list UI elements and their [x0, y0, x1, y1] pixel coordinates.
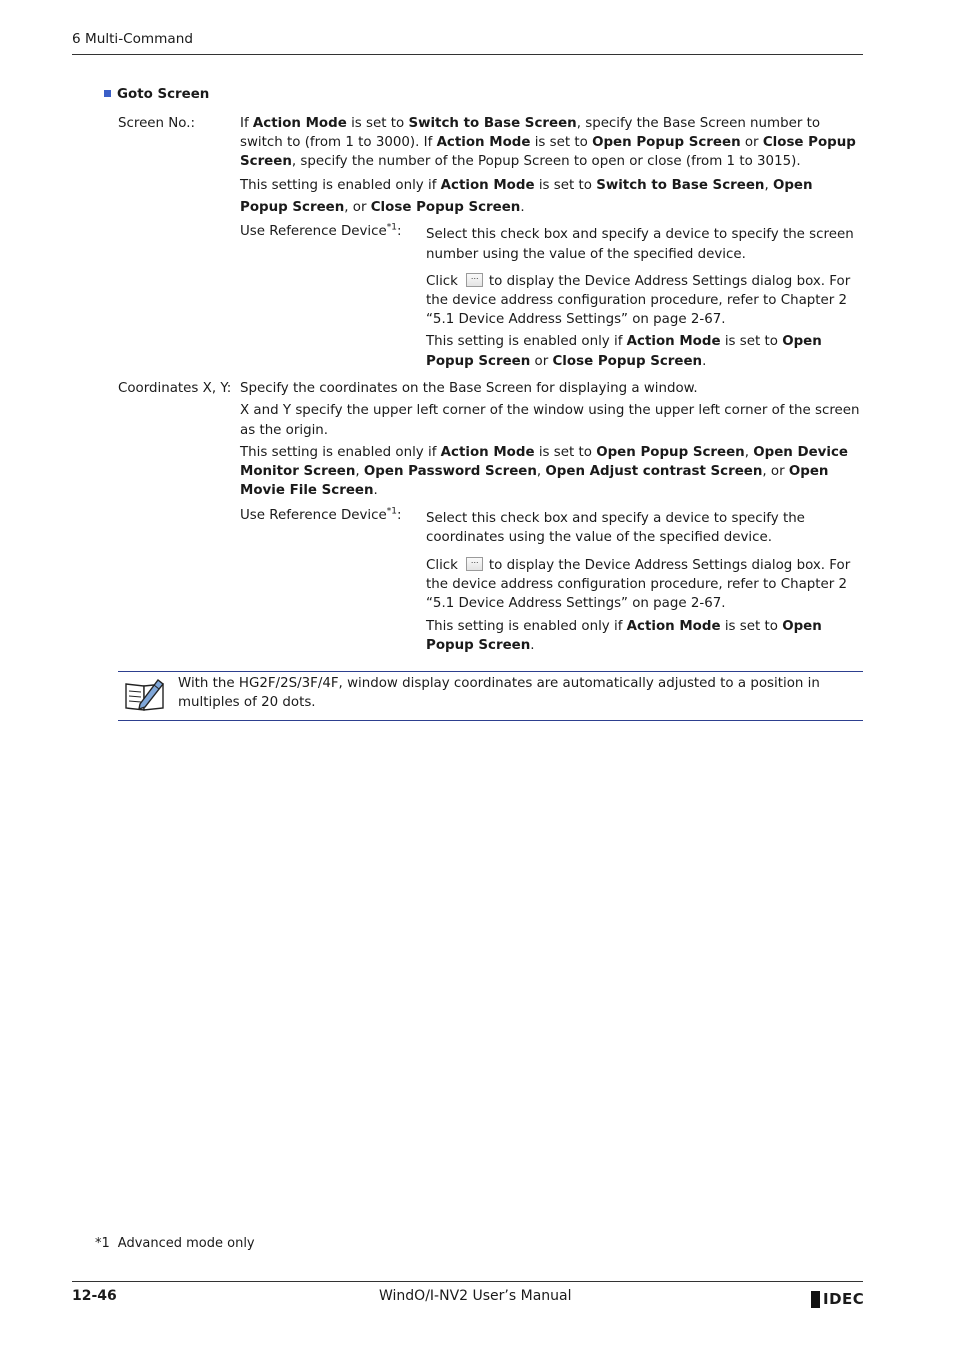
running-header: 6 Multi-Command: [72, 31, 193, 47]
note-bottom-rule: [118, 720, 863, 721]
screen-no-desc: If Action Mode is set to Switch to Base Screen, specify the Base Screen number to switch to (from 1 to 3000). If Action Mode is set to Open Popup Screen or Close Popup Screen, specify the number of the Popup Screen to open or close (from 1 to 3015).: [240, 116, 856, 169]
screen-no-ref-label: Use Reference Device$^{*1}$:: [240, 222, 402, 239]
screen-no-condition: This setting is enabled only if Action Mode is set to Switch to Base Screen, Open Popup Screen, or Close Popup Screen.: [240, 178, 813, 215]
header-rule: [72, 54, 863, 55]
note-text: With the HG2F/2S/3F/4F, window display coordinates are automatically adjusted to a position in multiples of 20 dots.: [178, 676, 820, 710]
browse-button[interactable]: [466, 557, 483, 571]
idec-logo: IDEC: [811, 1291, 864, 1308]
note-top-rule: [118, 671, 863, 672]
coords-label: Coordinates X, Y:: [118, 381, 232, 396]
bullet-square-icon: [104, 90, 111, 97]
section-title: Goto Screen: [104, 85, 209, 104]
screen-no-label: Screen No.:: [118, 116, 196, 131]
screen-no-ref-desc: Select this check box and specify a device to specify the screen number using the value of the specified device.: [426, 227, 854, 262]
coords-origin: X and Y specify the upper left corner of the window using the upper left corner of the screen as the origin.: [240, 403, 860, 438]
manual-title: WindO/I-NV2 User’s Manual: [379, 1288, 572, 1304]
coords-ref-desc: Select this check box and specify a device to specify the coordinates using the value of the specified device.: [426, 511, 805, 545]
screen-no-ref-click: Click... to display the Device Address Settings dialog box. For the device address configuration procedure, refer to Chapter 2 “5.1 Device Address Settings” on page 2-67.: [426, 272, 862, 329]
screen-no-ref-condition: This setting is enabled only if Action Mode is set to Open Popup Screen or Close Popup Screen.: [426, 334, 822, 369]
page-number: 12-46: [72, 1288, 117, 1304]
coords-desc: Specify the coordinates on the Base Screen for displaying a window.: [240, 381, 698, 396]
coords-ref-condition: This setting is enabled only if Action Mode is set to Open Popup Screen.: [426, 619, 822, 653]
browse-button[interactable]: [466, 273, 483, 287]
coords-ref-label: Use Reference Device$^{*1}$:: [240, 506, 402, 523]
coords-ref-click: Click... to display the Device Address Settings dialog box. For the device address configuration procedure, refer to Chapter 2 “5.1 Device Address Settings” on page 2-67.: [426, 556, 862, 613]
coords-condition: This setting is enabled only if Action Mode is set to Open Popup Screen, Open Device Monitor Screen, Open Password Screen, Open Adjust contrast Screen, or Open Movie File Screen.: [240, 445, 849, 498]
footnote: *1 Advanced mode only: [95, 1236, 255, 1251]
note-pencil-icon: [124, 676, 166, 712]
footer-rule: [72, 1281, 863, 1282]
